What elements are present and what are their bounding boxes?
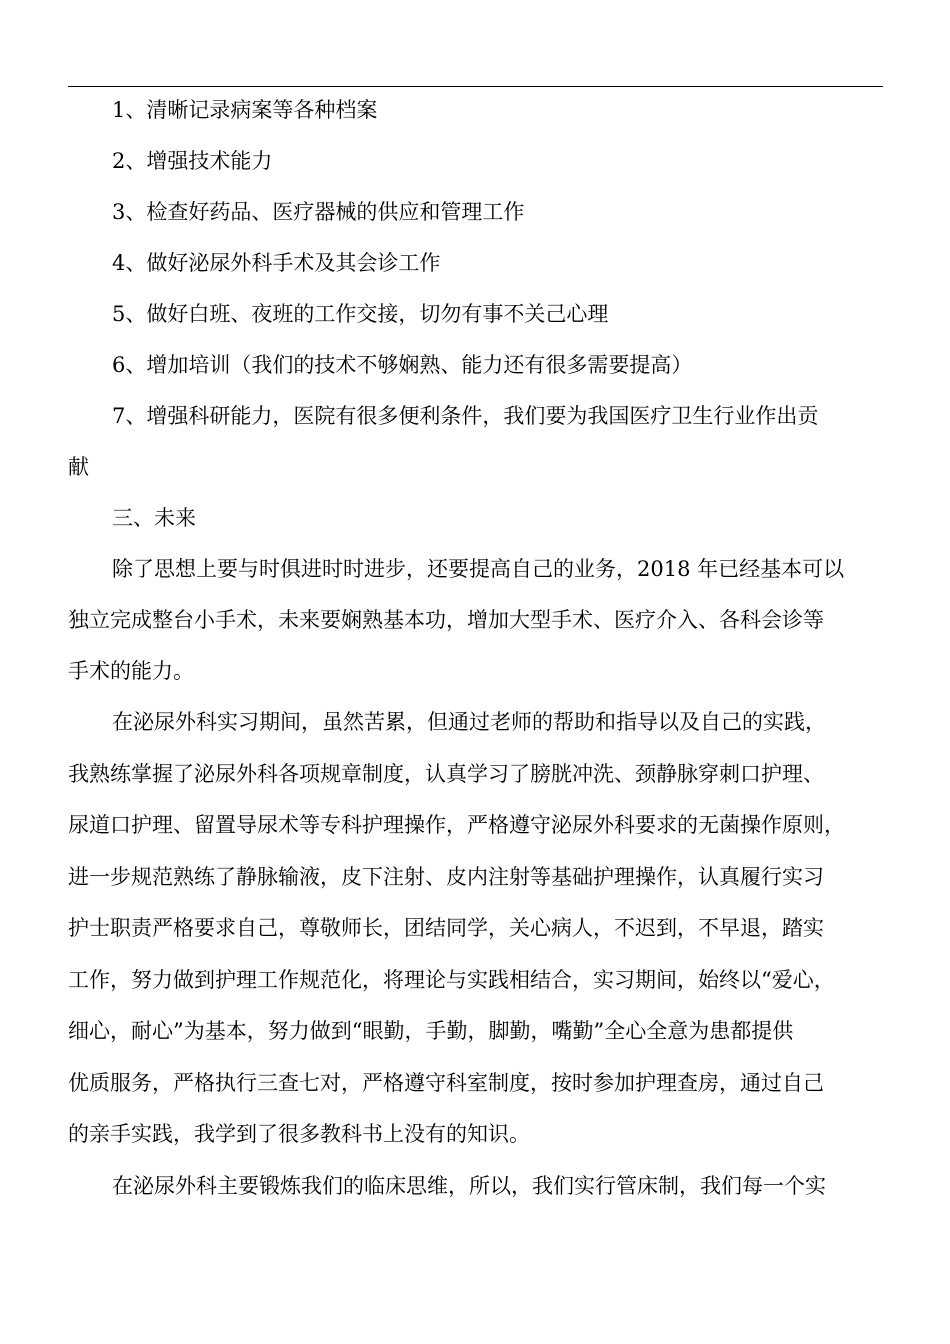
paragraph-line: 在泌尿外科主要锻炼我们的临床思维，所以，我们实行管床制，我们每一个实	[112, 1173, 826, 1198]
paragraph-line: 手术的能力。	[68, 659, 194, 683]
paragraph-line: 除了思想上要与时俱进时时进步，还要提高自己的业务，2018 年已经基本可以	[112, 557, 845, 581]
paragraph-line: 护士职责严格要求自己，尊敬师长，团结同学，关心病人，不迟到，不早退，踏实	[68, 916, 824, 940]
paragraph-line: 我熟练掌握了泌尿外科各项规章制度，认真学习了膀胱冲洗、颈静脉穿刺口护理、	[68, 761, 824, 786]
paragraph-future	[68, 551, 883, 704]
paragraph-line: 细心，耐心”为基本，努力做到“眼勤，手勤，脚勤，嘴勤”全心全意为患都提供	[68, 1019, 794, 1043]
list-item: 6、增加培训（我们的技术不够娴熟、能力还有很多需要提高）	[112, 353, 693, 377]
header-rule	[68, 86, 883, 87]
document-body	[68, 92, 883, 1219]
section-heading: 三、未来	[112, 506, 196, 530]
paragraph-line: 尿道口护理、留置导尿术等专科护理操作，严格遵守泌尿外科要求的无菌操作原则，	[68, 813, 845, 837]
list-item: 4、做好泌尿外科手术及其会诊工作	[112, 251, 441, 275]
paragraph-line: 在泌尿外科实习期间，虽然苦累，但通过老师的帮助和指导以及自己的实践，	[112, 710, 826, 734]
list-item-continuation: 献	[68, 455, 89, 479]
paragraph-line: 的亲手实践，我学到了很多教科书上没有的知识。	[68, 1122, 530, 1146]
list-item: 7、增强科研能力，医院有很多便利条件，我们要为我国医疗卫生行业作出贡	[112, 404, 819, 428]
list-item: 3、检查好药品、医疗器械的供应和管理工作	[112, 200, 525, 224]
paragraph-line: 独立完成整台小手术，未来要娴熟基本功，增加大型手术、医疗介入、各科会诊等	[68, 608, 824, 632]
list-item: 1、清晰记录病案等各种档案	[112, 98, 378, 122]
paragraph-internship	[68, 704, 883, 1168]
list-item: 5、做好白班、夜班的工作交接，切勿有事不关己心理	[112, 302, 609, 326]
paragraph-line: 工作，努力做到护理工作规范化，将理论与实践相结合，实习期间，始终以“爱心，	[68, 967, 835, 992]
paragraph-line: 进一步规范熟练了静脉输液，皮下注射、皮内注射等基础护理操作，认真履行实习	[68, 864, 824, 889]
task-list	[68, 92, 883, 500]
list-item: 2、增强技术能力	[112, 149, 273, 173]
paragraph-line: 优质服务，严格执行三查七对，严格遵守科室制度，按时参加护理查房，通过自己	[68, 1070, 824, 1095]
paragraph-clinical	[68, 1168, 883, 1219]
